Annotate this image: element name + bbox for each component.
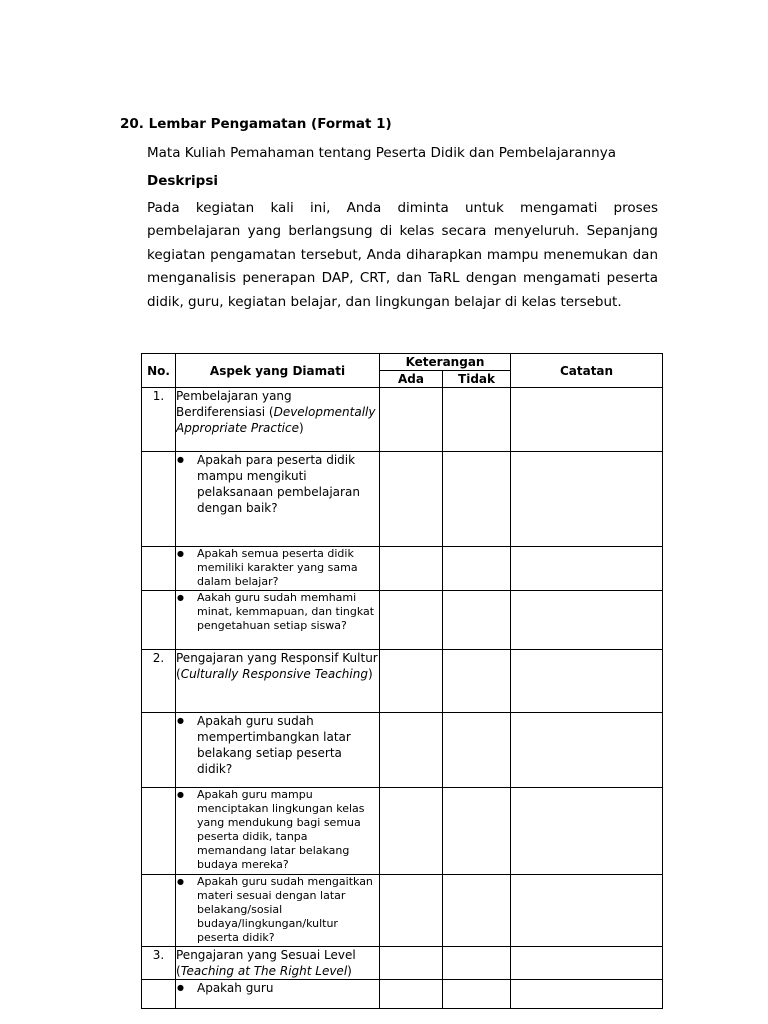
ada-cell[interactable]	[380, 875, 443, 947]
tidak-cell[interactable]	[443, 713, 511, 788]
ada-cell[interactable]	[380, 713, 443, 788]
row-number: 1.	[142, 388, 176, 452]
table-row	[142, 452, 663, 547]
table-row	[142, 547, 663, 591]
tidak-cell[interactable]	[443, 591, 511, 650]
catatan-cell[interactable]	[511, 875, 663, 947]
header-keterangan: Keterangan	[380, 354, 511, 371]
tidak-cell[interactable]	[443, 452, 511, 547]
ada-cell[interactable]	[380, 788, 443, 875]
row-number	[142, 875, 176, 947]
catatan-cell[interactable]	[511, 591, 663, 650]
catatan-cell[interactable]	[511, 788, 663, 875]
table-row	[142, 591, 663, 650]
catatan-cell[interactable]	[511, 547, 663, 591]
section-title: Pengajaran yang Sesuai Level (Teaching at The Right Level)	[176, 947, 380, 980]
tidak-cell[interactable]	[443, 388, 511, 452]
aspect-item: ● Apakah semua peserta didik memiliki karakter yang sama dalam belajar?	[176, 547, 380, 591]
row-number	[142, 980, 176, 1009]
table-row	[142, 388, 663, 452]
ada-cell[interactable]	[380, 388, 443, 452]
header-catatan: Catatan	[511, 354, 663, 388]
table-row	[142, 650, 663, 713]
ada-cell[interactable]	[380, 452, 443, 547]
course-subtitle: Mata Kuliah Pemahaman tentang Peserta Didik dan Pembelajarannya	[147, 145, 616, 161]
table-row	[142, 980, 663, 1009]
aspect-item: ● Apakah guru sudah mengaitkan materi sesuai dengan latar belakang/sosial budaya/lingkungan/kultur peserta didik?	[176, 875, 380, 947]
row-number: 2.	[142, 650, 176, 713]
tidak-cell[interactable]	[443, 947, 511, 980]
aspect-item: ● Aakah guru sudah memhami minat, kemmapuan, dan tingkat pengetahuan setiap siswa?	[176, 591, 380, 650]
description-paragraph: Pada kegiatan kali ini, Anda diminta untuk mengamati proses pembelajaran yang berlangsung di kelas secara menyeluruh. Sepanjang kegiatan pengamatan tersebut, Anda diharapkan mampu menemukan dan menganalisis penerapan DAP, CRT, dan TaRL dengan mengamati peserta didik, guru, kegiatan belajar, dan lingkungan belajar di kelas tersebut.	[147, 200, 658, 310]
ada-cell[interactable]	[380, 591, 443, 650]
aspect-item: ● Apakah guru sudah mempertimbangkan latar belakang setiap peserta didik?	[176, 713, 380, 788]
catatan-cell[interactable]	[511, 980, 663, 1009]
row-number	[142, 452, 176, 547]
header-tidak: Tidak	[443, 371, 511, 388]
tidak-cell[interactable]	[443, 650, 511, 713]
ada-cell[interactable]	[380, 947, 443, 980]
aspect-item: ● Apakah guru mampu menciptakan lingkungan kelas yang mendukung bagi semua peserta didik, tanpa memandang latar belakang budaya mereka?	[176, 788, 380, 875]
aspect-item: ● Apakah guru	[176, 980, 380, 1009]
header-no: No.	[142, 354, 176, 388]
catatan-cell[interactable]	[511, 452, 663, 547]
row-number	[142, 713, 176, 788]
section-title: Pengajaran yang Responsif Kultur (Culturally Responsive Teaching)	[176, 650, 380, 713]
header-ada: Ada	[380, 371, 443, 388]
ada-cell[interactable]	[380, 547, 443, 591]
row-number	[142, 788, 176, 875]
table-row	[142, 788, 663, 875]
table-row	[142, 713, 663, 788]
catatan-cell[interactable]	[511, 650, 663, 713]
table-row	[142, 947, 663, 980]
header-aspek: Aspek yang Diamati	[176, 354, 380, 388]
tidak-cell[interactable]	[443, 547, 511, 591]
row-number: 3.	[142, 947, 176, 980]
catatan-cell[interactable]	[511, 713, 663, 788]
section-title: Pembelajaran yang Berdiferensiasi (Developmentally Appropriate Practice)	[176, 388, 380, 452]
catatan-cell[interactable]	[511, 947, 663, 980]
tidak-cell[interactable]	[443, 875, 511, 947]
row-number	[142, 547, 176, 591]
ada-cell[interactable]	[380, 980, 443, 1009]
tidak-cell[interactable]	[443, 980, 511, 1009]
aspect-item: ● Apakah para peserta didik mampu mengikuti pelaksanaan pembelajaran dengan baik?	[176, 452, 380, 547]
tidak-cell[interactable]	[443, 788, 511, 875]
description-title: Deskripsi	[147, 173, 218, 189]
page-heading: 20. Lembar Pengamatan (Format 1)	[120, 116, 392, 132]
table-row	[142, 875, 663, 947]
ada-cell[interactable]	[380, 650, 443, 713]
catatan-cell[interactable]	[511, 388, 663, 452]
row-number	[142, 591, 176, 650]
observation-table	[141, 353, 663, 1009]
